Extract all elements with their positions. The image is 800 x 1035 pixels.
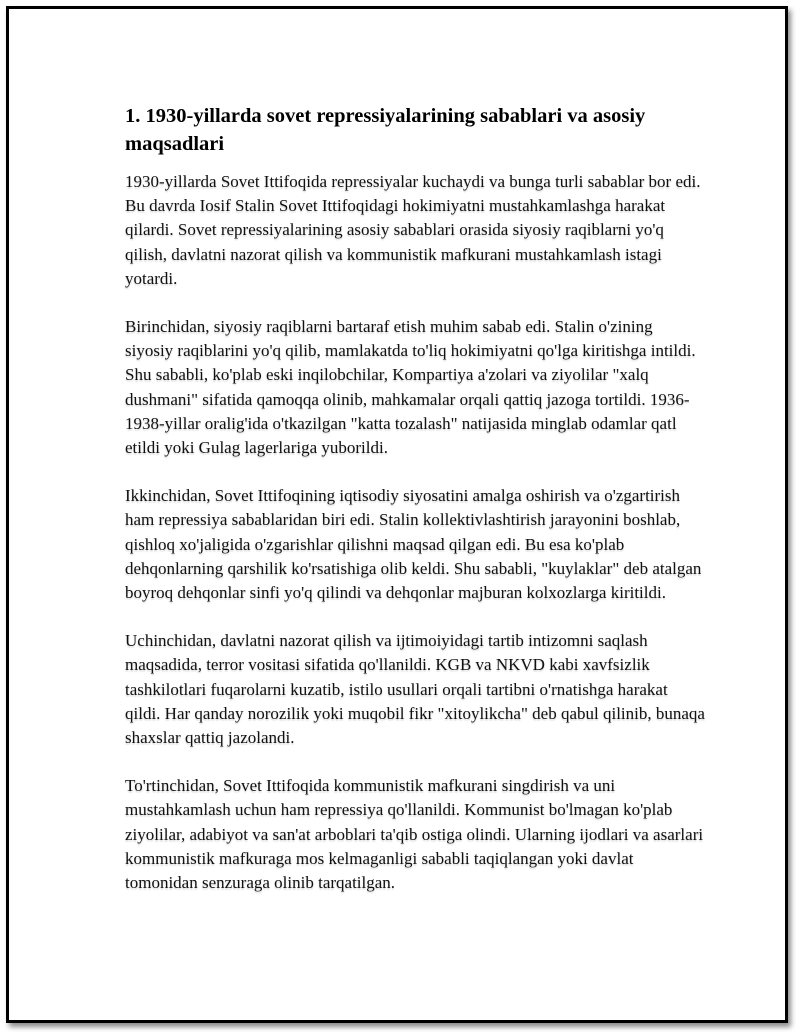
document-body — [125, 102, 705, 895]
paragraph-fourth: To'rtinchidan, Sovet Ittifoqida kommunistik mafkurani singdirish va uni mustahkamlash uchun ham repressiya qo'llanildi. Kommunist bo'lmagan ko'plab ziyolilar, adabiyot va san'at arboblari ta'qib ostiga olindi. Ularning ijodlari va asarlari kommunistik mafkuraga mos kelmaganligi sababli taqiqlangan yoki davlat tomonidan senzuraga olinib tarqatilgan. — [125, 776, 704, 893]
page-frame — [6, 6, 788, 1023]
paragraph-first: Birinchidan, siyosiy raqiblarni bartaraf etish muhim sabab edi. Stalin o'zining siyosiy raqiblarini yo'q qilib, mamlakatda to'liq hokimiyatni qo'lga kiritishga intildi. Shu sababli, ko'plab eski inqilobchilar, Kompartiya a'zolari va ziyolilar "xalq dushmani" sifatida qamoqqa olinib, mahkamalar orqali qattiq jazoga tortildi. 1936-1938-yillar oralig'ida o'tkazilgan "katta tozalash" natijasida minglab odamlar qatl etildi yoki Gulag lagerlariga yuborildi. — [125, 317, 696, 458]
paragraph-intro: 1930-yillarda Sovet Ittifoqida repressiyalar kuchaydi va bunga turli sabablar bor edi. Bu davrda Iosif Stalin Sovet Ittifoqidagi hokimiyatni mustahkamlashga harakat qilardi. Sovet repressiyalarining asosiy sabablari orasida siyosiy raqiblarni yo'q qilish, davlatni nazorat qilish va kommunistik mafkurani mustahkamlash istagi yotardi. — [125, 172, 701, 288]
document-title: 1. 1930-yillarda sovet repressiyalarining sabablari va asosiy maqsadlari — [125, 105, 646, 155]
paragraph-third: Uchinchidan, davlatni nazorat qilish va ijtimoiyidagi tartib intizomni saqlash maqsadida, terror vositasi sifatida qo'llanildi. KGB va NKVD kabi xavfsizlik tashkilotlari fuqarolarni kuzatib, istilo usullari orqali tartibni o'rnatishga harakat qildi. Har qanday norozilik yoki muqobil fikr "xitoylikcha" deb qabul qilinib, bunaqa shaxslar qattiq jazolandi. — [125, 631, 705, 748]
paragraph-second: Ikkinchidan, Sovet Ittifoqining iqtisodiy siyosatini amalga oshirish va o'zgartirish ham repressiya sabablaridan biri edi. Stalin kollektivlashtirish jarayonini boshlab, qishloq xo'jaligida o'zgarishlar qilishni maqsad qilgan edi. Bu esa ko'plab dehqonlarning qarshilik ko'rsatishiga olib keldi. Shu sababli, "kuylaklar" deb atalgan boyroq dehqonlar sinfi yo'q qilindi va dehqonlar majburan kolxozlarga kiritildi. — [125, 486, 702, 603]
